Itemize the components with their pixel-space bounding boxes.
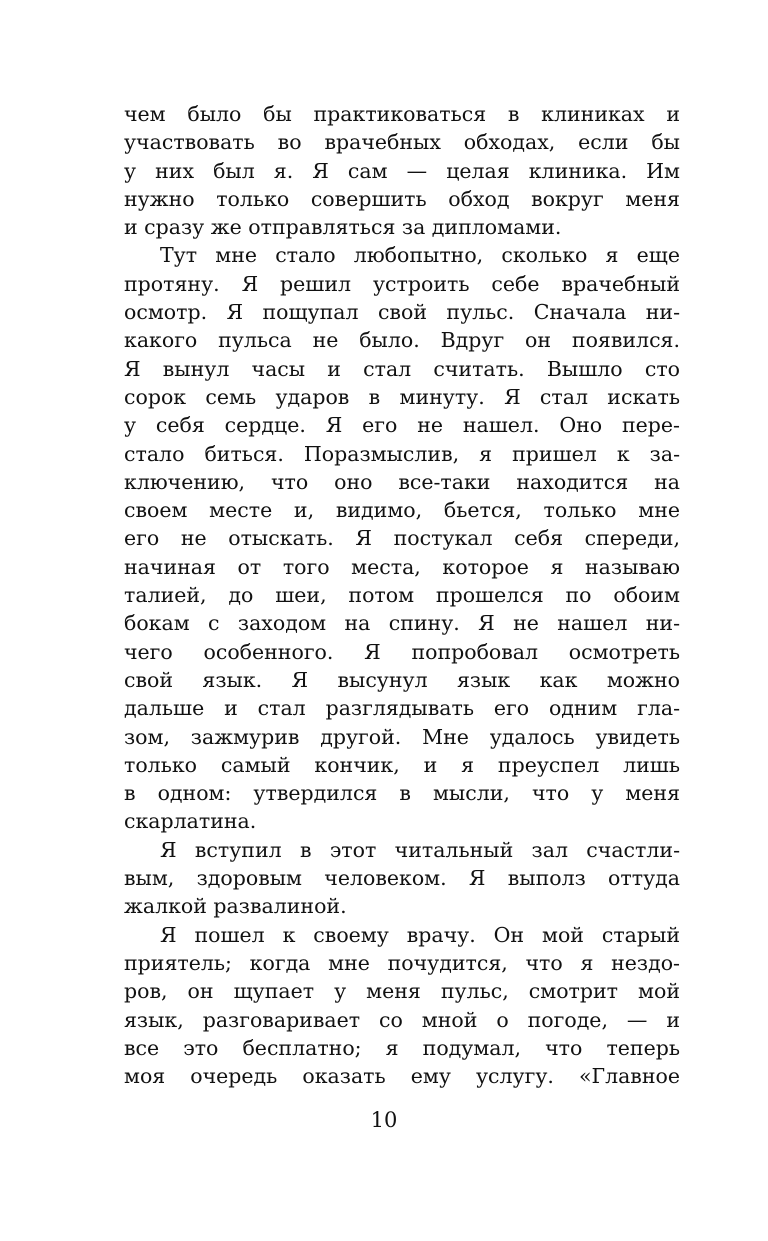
page-number: 10 [370, 1108, 398, 1132]
text-line: язык, разговаривает со мной о погоде, — и [124, 1007, 680, 1032]
text-line: чего особенного. Я попробовал осмотреть [124, 639, 680, 664]
text-line: и сразу же отправляться за дипломами. [124, 215, 562, 240]
text-line: ключению, что оно все-таки находится на [124, 469, 680, 494]
text-line: зом, зажмурив другой. Мне удалось увидеть [124, 724, 680, 749]
text-line: у себя сердце. Я его не нашел. Оно пере- [124, 413, 680, 438]
text-line: в одном: утвердился в мысли, что у меня [124, 781, 680, 806]
text-line: участвовать во врачебных обходах, если бы [124, 130, 680, 155]
text-line: скарлатина. [124, 809, 257, 834]
text-line: приятель; когда мне почудится, что я нездо- [124, 950, 680, 975]
text-line: только самый кончик, и я преуспел лишь [124, 752, 680, 777]
text-line: ров, он щупает у меня пульс, смотрит мой [124, 979, 680, 1004]
text-line: вым, здоровым человеком. Я выполз оттуда [124, 866, 680, 891]
text-line: Тут мне стало любопытно, сколько я еще [160, 243, 680, 268]
text-line: жалкой развалиной. [124, 894, 347, 919]
text-line: дальше и стал разглядывать его одним гла- [124, 696, 680, 721]
text-line: Я вступил в этот читальный зал счастли- [160, 837, 680, 862]
text-line: все это бесплатно; я подумал, что теперь [124, 1035, 680, 1060]
text-line: чем было бы практиковаться в клиниках и [124, 102, 680, 126]
text-line: нужно только совершить обход вокруг меня [124, 186, 680, 211]
text-line: какого пульса не было. Вдруг он появился. [124, 328, 680, 353]
text-line: Я пошел к своему врачу. Он мой старый [160, 922, 680, 947]
text-line: своем месте и, видимо, бьется, только мне [124, 498, 680, 523]
body-text [124, 100, 680, 1090]
text-line: его не отыскать. Я постукал себя спереди, [124, 526, 680, 551]
text-line: сорок семь ударов в минуту. Я стал искать [124, 384, 680, 409]
text-line: протяну. Я решил устроить себе врачебный [124, 271, 680, 296]
text-line: Я вынул часы и стал считать. Вышло сто [124, 356, 680, 381]
text-line: свой язык. Я высунул язык как можно [124, 667, 680, 692]
text-line: бокам с заходом на спину. Я не нашел ни- [124, 611, 680, 636]
text-line: у них был я. Я сам — целая клиника. Им [124, 158, 680, 183]
text-line: моя очередь оказать ему услугу. «Главное [124, 1064, 680, 1089]
text-line: стало биться. Поразмыслив, я пришел к за- [124, 441, 680, 466]
text-line: талией, до шеи, потом прошелся по обоим [124, 583, 680, 608]
text-line: осмотр. Я пощупал свой пульс. Сначала ни- [124, 300, 680, 325]
text-line: начиная от того места, которое я называю [124, 554, 680, 579]
